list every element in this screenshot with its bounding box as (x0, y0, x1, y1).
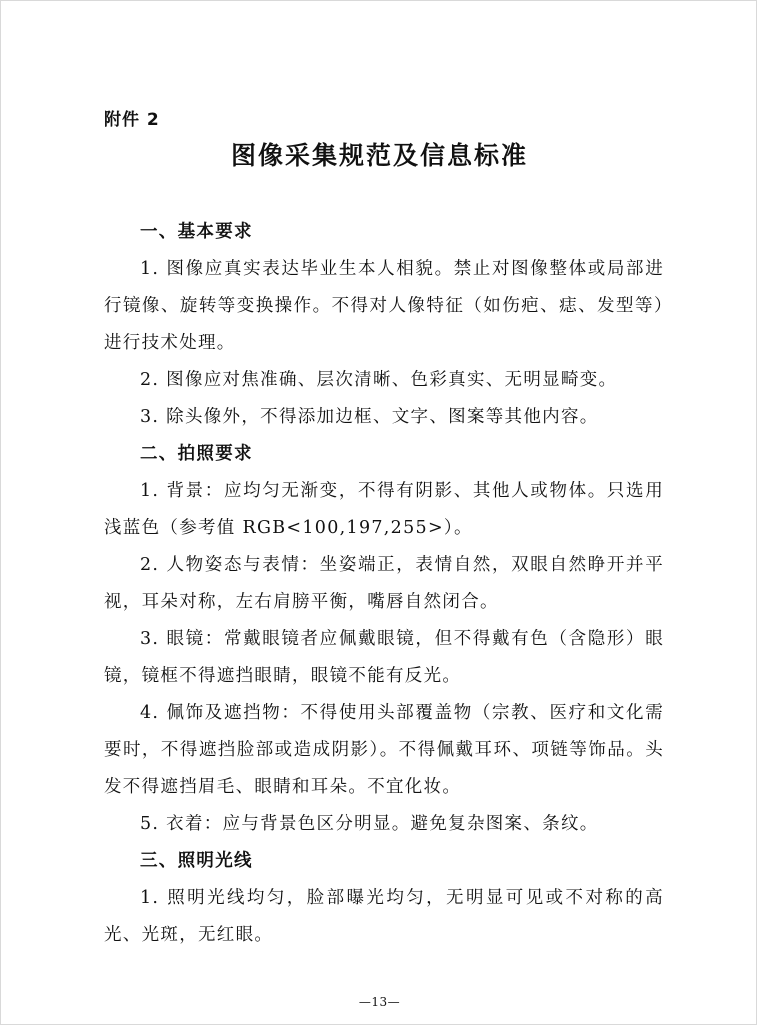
paragraph-photo-3: 3. 眼镜：常戴眼镜者应佩戴眼镜，但不得戴有色（含隐形）眼镜，镜框不得遮挡眼睛，眼镜不能有反光。 (104, 629, 664, 686)
paragraph-photo-2: 2. 人物姿态与表情：坐姿端正，表情自然，双眼自然睁开并平视，耳朵对称，左右肩膀平衡，嘴唇自然闭合。 (104, 555, 664, 612)
paragraph-photo-1: 1. 背景：应均匀无渐变，不得有阴影、其他人或物体。只选用浅蓝色（参考值 RGB<100,197,255>）。 (104, 481, 664, 538)
page-number: —13— (358, 995, 401, 1009)
paragraph-basic-2: 2. 图像应对焦准确、层次清晰、色彩真实、无明显畸变。 (140, 370, 618, 390)
section-heading-lighting: 三、照明光线 (140, 851, 253, 871)
paragraph-photo-4: 4. 佩饰及遮挡物：不得使用头部覆盖物（宗教、医疗和文化需要时，不得遮挡脸部或造成阴影）。不得佩戴耳环、项链等饰品。头发不得遮挡眉毛、眼睛和耳朵。不宜化妆。 (104, 703, 664, 797)
section-heading-basic: 一、基本要求 (140, 222, 253, 242)
document-body (104, 214, 664, 954)
paragraph-basic-1: 1. 图像应真实表达毕业生本人相貌。禁止对图像整体或局部进行镜像、旋转等变换操作。不得对人像特征（如伤疤、痣、发型等）进行技术处理。 (104, 259, 664, 353)
paragraph-lighting-1: 1. 照明光线均匀，脸部曝光均匀，无明显可见或不对称的高光、光斑，无红眼。 (104, 888, 664, 945)
page-title: 图像采集规范及信息标准 (230, 141, 528, 170)
section-heading-photo: 二、拍照要求 (140, 444, 253, 464)
paragraph-photo-5: 5. 衣着：应与背景色区分明显。避免复杂图案、条纹。 (140, 814, 599, 834)
attachment-label: 附件 2 (104, 110, 160, 130)
paragraph-basic-3: 3. 除头像外，不得添加边框、文字、图案等其他内容。 (140, 407, 599, 427)
